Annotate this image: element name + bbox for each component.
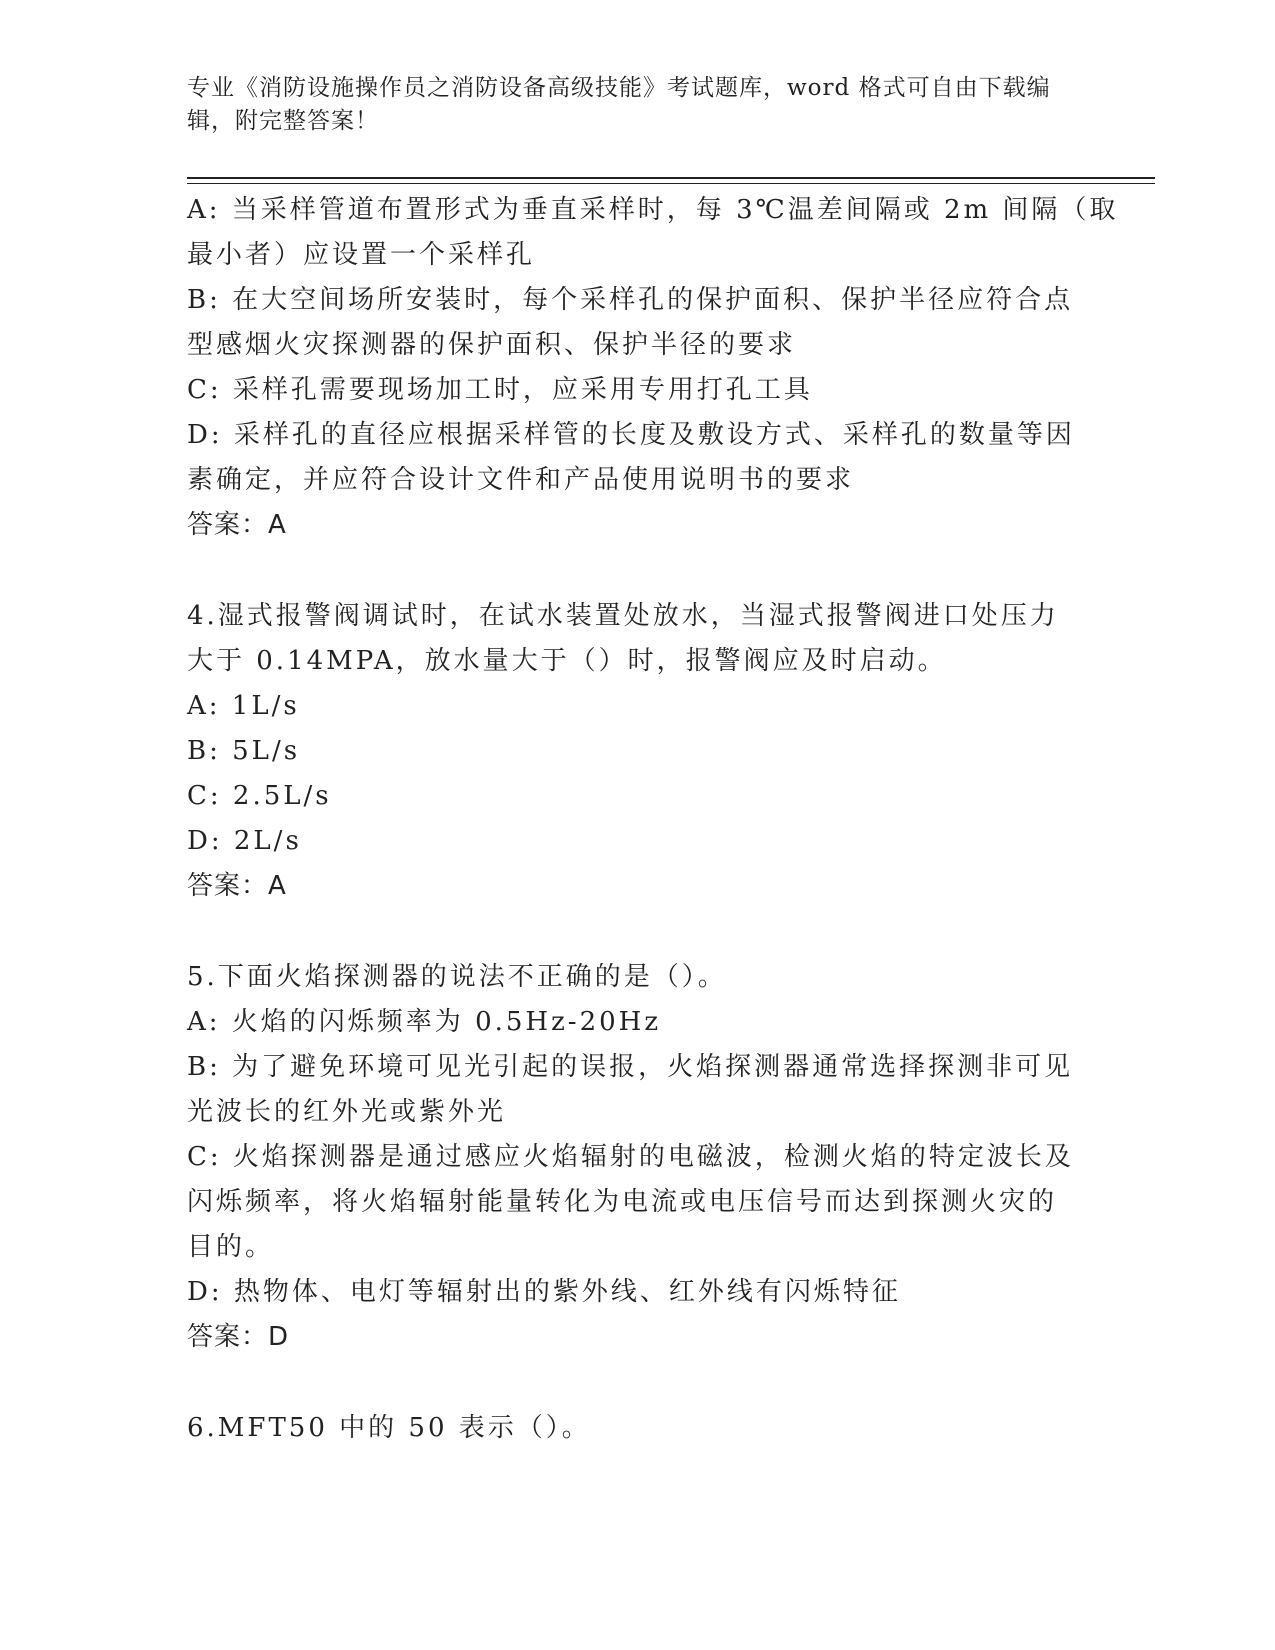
option-a-line-1: A: 当采样管道布置形式为垂直采样时，每 3℃温差间隔或 2m 间隔（取 (187, 195, 1119, 225)
question-3-block (187, 188, 1119, 548)
answer-line: 答案：A (187, 510, 287, 540)
document-body (187, 188, 1119, 1451)
option-a: A: 火焰的闪烁频率为 0.5Hz-20Hz (187, 1007, 662, 1037)
option-b-line-1: B: 在大空间场所安装时，每个采样孔的保护面积、保护半径应符合点 (187, 285, 1074, 315)
option-b-line-2: 型感烟火灾探测器的保护面积、保护半径的要求 (187, 330, 797, 360)
question-text-line-2: 大于 0.14MPA，放水量大于（）时，报警阀应及时启动。 (187, 646, 947, 676)
page-header (187, 72, 1087, 138)
option-d-line-1: D: 采样孔的直径应根据采样管的长度及敷设方式、采样孔的数量等因 (187, 420, 1075, 450)
option-c-line-2: 闪烁频率，将火焰辐射能量转化为电流或电压信号而达到探测火灾的 (187, 1187, 1058, 1217)
option-d: D: 热物体、电灯等辐射出的紫外线、红外线有闪烁特征 (187, 1277, 901, 1307)
option-d-line-2: 素确定，并应符合设计文件和产品使用说明书的要求 (187, 465, 855, 495)
answer-line: 答案：A (187, 871, 287, 901)
option-a: A: 1L/s (187, 691, 300, 721)
option-a-line-2: 最小者）应设置一个采样孔 (187, 240, 536, 270)
option-c-line-1: C: 火焰探测器是通过感应火焰辐射的电磁波，检测火焰的特定波长及 (187, 1142, 1074, 1172)
question-text-line-1: 6.MFT50 中的 50 表示（）。 (187, 1413, 591, 1443)
question-6-block (187, 1406, 1077, 1451)
answer-line: 答案：D (187, 1322, 290, 1352)
header-line-1: 专业《消防设施操作员之消防设备高级技能》考试题库，word 格式可自由下载编 (187, 75, 1051, 101)
question-5-block (187, 955, 1077, 1360)
spacer (187, 909, 1077, 955)
spacer (187, 1360, 1077, 1406)
question-text-line-1: 4.湿式报警阀调试时，在试水装置处放水，当湿式报警阀进口处压力 (187, 601, 1059, 631)
option-d: D: 2L/s (187, 826, 302, 856)
option-c-line-1: C: 采样孔需要现场加工时，应采用专用打孔工具 (187, 375, 813, 405)
spacer (187, 548, 1077, 594)
header-divider-thick (187, 177, 1155, 179)
option-c: C: 2.5L/s (187, 781, 332, 811)
header-line-2: 辑，附完整答案！ (187, 108, 379, 134)
question-4-block (187, 594, 1077, 909)
option-b-line-1: B: 为了避免环境可见光引起的误报，火焰探测器通常选择探测非可见 (187, 1052, 1074, 1082)
option-b: B: 5L/s (187, 736, 301, 766)
header-divider-thin (187, 183, 1155, 184)
question-text-line-1: 5.下面火焰探测器的说法不正确的是（）。 (187, 962, 727, 992)
option-b-line-2: 光波长的红外光或紫外光 (187, 1097, 507, 1127)
option-c-line-3: 目的。 (187, 1232, 275, 1262)
